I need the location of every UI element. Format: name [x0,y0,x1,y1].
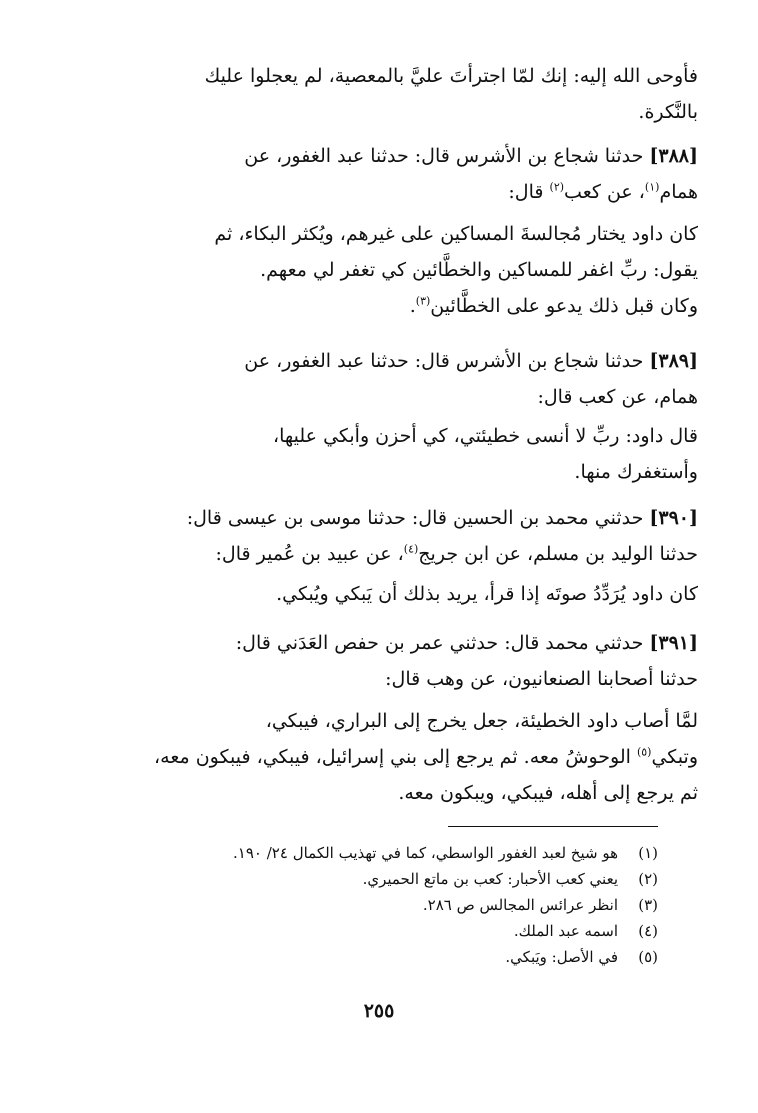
footnote-4 [138,918,658,944]
footnote-marker: (٥) [636,745,652,759]
text-line: كان داود يُرَدِّدُ صوتَه إذا قرأ، يريد بذلك أن يَبكي ويُبكي. [276,583,698,605]
footnote-2 [138,866,658,892]
footnote-1 [138,840,658,866]
hadith-number: [٣٨٩] [649,350,698,372]
paragraph-5 [138,418,698,490]
footnote-marker: (١) [644,180,660,194]
footnote-marker: (٣) [415,294,431,308]
footnote-text: يعني كعب الأحبار: كعب بن ماتع الحميري. [362,870,618,888]
paragraph-9: لمَّا أصاب داود الخطيئة، جعل يخرج إلى البراري، فيبكي، وتبكي$^{(٥)}$ الوحوشُ معه. ثم يرجع إلى بني إسرائيل، فيبكي، فيبكون معه، ثم يرجع إلى أهله، فيبكي، ويبكون معه. [138,703,698,811]
paragraph-3: كان داود يختار مُجالسةَ المساكين على غيرهم، ويُكثر البكاء، ثم يقول: ربِّ اغفر للمساكين والخطَّائين كي تغفر لي معهم. وكان قبل ذلك يدعو على الخطَّائين$^{(٣)}$. [138,216,698,324]
text-line: كان داود يختار مُجالسةَ المساكين على غيرهم، ويُكثر البكاء، ثم [214,223,698,245]
text-line: وكان قبل ذلك يدعو على الخطَّائين [430,295,698,317]
text-line: همام [659,181,698,203]
text-line: حدثنا أصحابنا الصنعانيون، عن وهب قال: [385,668,698,690]
footnote-number: (٣) [638,896,658,914]
footnote-marker: (٤) [403,542,419,556]
hadith-388-chain: [٣٨٨] حدثنا شجاع بن الأشرس قال: حدثنا عبد الغفور، عن همام$^{(١)}$، عن كعب$^{(٢)}$ قال: [244,145,698,203]
hadith-391-chain [138,625,698,697]
text-line: قال داود: ربِّ لا أنسى خطيئتي، كي أحزن وأبكي عليها، [272,425,698,447]
hadith-number: [٣٨٨] [649,145,698,167]
hadith-390-chain: [٣٩٠] حدثني محمد بن الحسين قال: حدثنا موسى بن عيسى قال: حدثنا الوليد بن مسلم، عن ابن جريج$^{(٤)}$، عن عبيد بن عُمير قال: [186,507,698,565]
text-line: ثم يرجع إلى أهله، فيبكي، ويبكون معه. [398,782,698,804]
text-line: يقول: ربِّ اغفر للمساكين والخطَّائين كي تغفر لي معهم. [260,259,698,281]
footnote-3 [138,892,658,918]
text-line: حدثنا شجاع بن الأشرس قال: حدثنا عبد الغفور، عن [244,145,644,167]
footnote-marker: (٢) [549,180,565,194]
text-line: حدثني محمد قال: حدثني عمر بن حفص العَدَني قال: [235,632,644,654]
text-line: همام، عن كعب قال: [537,386,698,408]
text-line: فأوحى الله إليه: إنك لمّا اجترأتَ عليَّ بالمعصية، لم يعجلوا عليك [204,65,698,87]
text-line: وتبكي [651,746,698,768]
hadith-number: [٣٩٠] [649,507,698,529]
footnote-text: اسمه عبد الملك. [513,922,618,940]
text-line: وأستغفرك منها. [574,461,698,483]
footnote-text: هو شيخ لعبد الغفور الواسطي، كما في تهذيب الكمال ٢٤/ ١٩٠. [233,844,618,862]
text-line: بالنَّكرة. [638,101,698,123]
footnote-number: (٢) [638,870,658,888]
footnote-divider [448,826,658,827]
page-number: ٢٥٥ [363,1000,395,1022]
footnote-number: (٤) [638,922,658,940]
footnote-text: انظر عرائس المجالس ص ٢٨٦. [422,896,618,914]
footnote-number: (٥) [638,948,658,966]
hadith-number: [٣٩١] [649,632,698,654]
text-line: حدثني محمد بن الحسين قال: حدثنا موسى بن عيسى قال: [186,507,644,529]
hadith-389-chain [138,343,698,415]
text-line: حدثنا شجاع بن الأشرس قال: حدثنا عبد الغفور، عن [244,350,644,372]
footnote-text: في الأصل: ويَبكي. [505,948,618,966]
paragraph-1 [138,58,698,130]
footnote-number: (١) [638,844,658,862]
paragraph-7 [138,576,698,612]
text-line: حدثنا الوليد بن مسلم، عن ابن جريج [418,543,698,565]
footnote-5 [138,944,658,970]
text-line: لمَّا أصاب داود الخطيئة، جعل يخرج إلى البراري، فيبكي، [265,710,698,732]
